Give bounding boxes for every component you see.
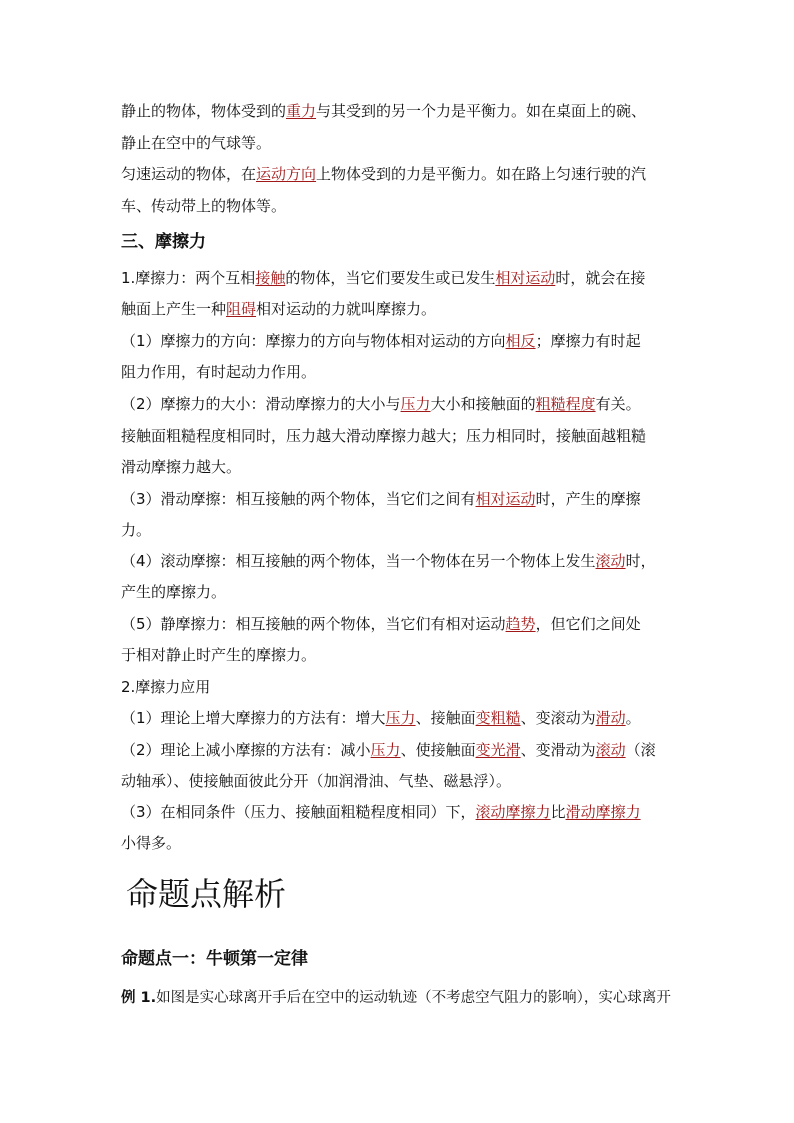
text-line — [121, 677, 681, 697]
text-segment: 力。 — [121, 521, 152, 539]
text-line — [121, 164, 681, 184]
underlined-term: 滚动摩擦力 — [475, 803, 551, 821]
text-line — [121, 520, 681, 540]
underlined-term: 相对运动 — [475, 490, 536, 508]
text-segment: 触面上产生一种 — [121, 300, 227, 318]
text-segment: （滚 — [625, 741, 656, 759]
text-segment: 上物体受到的力是平衡力。如在路上匀速行驶的汽 — [316, 165, 647, 183]
text-line — [121, 268, 681, 288]
underlined-term: 压力 — [385, 709, 416, 727]
underlined-term: 阻碍 — [226, 300, 257, 318]
text-segment: 滑动摩擦力越大。 — [121, 458, 242, 476]
text-segment: 、变滑动为 — [520, 741, 596, 759]
text-segment: （5）静摩擦力：相互接触的两个物体，当它们有相对运动 — [121, 615, 506, 633]
underlined-term: 变粗糙 — [475, 709, 521, 727]
underlined-term: 粗糙程度 — [535, 395, 596, 413]
text-line — [121, 362, 681, 382]
text-segment: （1）理论上增大摩擦力的方法有：增大 — [121, 709, 386, 727]
text-segment: 车、传动带上的物体等。 — [121, 197, 287, 215]
text-segment: （2）理论上减小摩擦的方法有：减小 — [121, 741, 371, 759]
underlined-term: 重力 — [286, 102, 317, 120]
text-segment: 1.摩擦力：两个互相 — [121, 269, 256, 287]
text-line — [121, 489, 681, 509]
text-line — [121, 645, 681, 665]
text-segment: 、使接触面 — [400, 741, 476, 759]
text-segment: 时，就会在接 — [555, 269, 646, 287]
sub-heading: 命题点一：牛顿第一定律 — [121, 949, 308, 969]
text-line — [121, 426, 681, 446]
text-segment: （1）摩擦力的方向：摩擦力的方向与物体相对运动的方向 — [121, 332, 506, 350]
text-line — [121, 196, 681, 216]
example-text: 如图是实心球离开手后在空中的运动轨迹（不考虑空气阻力的影响），实心球离开 — [156, 990, 671, 1006]
text-segment: ；摩擦力有时起 — [535, 332, 641, 350]
underlined-term: 滚动 — [595, 741, 626, 759]
text-line — [121, 101, 681, 121]
text-segment: 2.摩擦力应用 — [121, 678, 211, 696]
underlined-term: 相反 — [505, 332, 536, 350]
text-segment: （3）在相同条件（压力、接触面粗糙程度相同）下， — [121, 803, 476, 821]
text-segment: 于相对静止时产生的摩擦力。 — [121, 646, 317, 664]
text-segment: （3）滑动摩擦：相互接触的两个物体，当它们之间有 — [121, 490, 476, 508]
text-segment: 与其受到的另一个力是平衡力。如在桌面上的碗、 — [316, 102, 647, 120]
text-segment: 匀速运动的物体，在 — [121, 165, 257, 183]
text-segment: 静止在空中的气球等。 — [121, 134, 272, 152]
text-segment: 时，产生的摩擦 — [535, 490, 641, 508]
text-segment: 、变滚动为 — [520, 709, 596, 727]
underlined-term: 运动方向 — [256, 165, 317, 183]
underlined-term: 变光滑 — [475, 741, 521, 759]
text-segment: 阻力作用，有时起动力作用。 — [121, 363, 317, 381]
text-segment: 有关。 — [595, 395, 641, 413]
text-segment: 动轴承）、使接触面彼此分开（加润滑油、气垫、磁悬浮）。 — [121, 772, 512, 790]
underlined-term: 滑动 — [595, 709, 626, 727]
text-line — [121, 771, 681, 791]
underlined-term: 趋势 — [505, 615, 536, 633]
text-segment: 比 — [550, 803, 566, 821]
text-line — [121, 457, 681, 477]
underlined-term: 压力 — [400, 395, 431, 413]
text-line — [121, 299, 681, 319]
text-line — [121, 331, 681, 351]
text-segment: 、接触面 — [415, 709, 476, 727]
text-segment: 大小和接触面的 — [430, 395, 536, 413]
section-title: 三、摩擦力 — [121, 232, 206, 252]
underlined-term: 相对运动 — [495, 269, 556, 287]
text-segment: 。 — [625, 709, 641, 727]
underlined-term: 压力 — [370, 741, 401, 759]
text-segment: 相对运动的力就叫摩擦力。 — [256, 300, 437, 318]
text-line — [121, 833, 681, 853]
text-segment: 时， — [625, 552, 656, 570]
text-segment: 的物体，当它们要发生或已发生 — [285, 269, 496, 287]
text-segment: （2）摩擦力的大小：滑动摩擦力的大小与 — [121, 395, 401, 413]
text-segment: 小得多。 — [121, 834, 182, 852]
text-segment: ，但它们之间处 — [535, 615, 641, 633]
text-line — [121, 708, 681, 728]
example-line — [121, 988, 681, 1008]
text-line — [121, 614, 681, 634]
text-line — [121, 133, 681, 153]
example-label: 例 1. — [121, 990, 157, 1006]
text-segment: （4）滚动摩擦：相互接触的两个物体，当一个物体在另一个物体上发生 — [121, 552, 596, 570]
underlined-term: 滚动 — [595, 552, 626, 570]
text-line — [121, 740, 681, 760]
text-segment: 产生的摩擦力。 — [121, 583, 227, 601]
text-line — [121, 582, 681, 602]
underlined-term: 滑动摩擦力 — [565, 803, 641, 821]
text-line — [121, 394, 681, 414]
text-line — [121, 551, 681, 571]
big-heading: 命题点解析 — [126, 875, 287, 913]
text-segment: 静止的物体，物体受到的 — [121, 102, 287, 120]
underlined-term: 接触 — [255, 269, 286, 287]
text-line — [121, 802, 681, 822]
text-segment: 接触面粗糙程度相同时，压力越大滑动摩擦力越大；压力相同时，接触面越粗糙 — [121, 427, 647, 445]
